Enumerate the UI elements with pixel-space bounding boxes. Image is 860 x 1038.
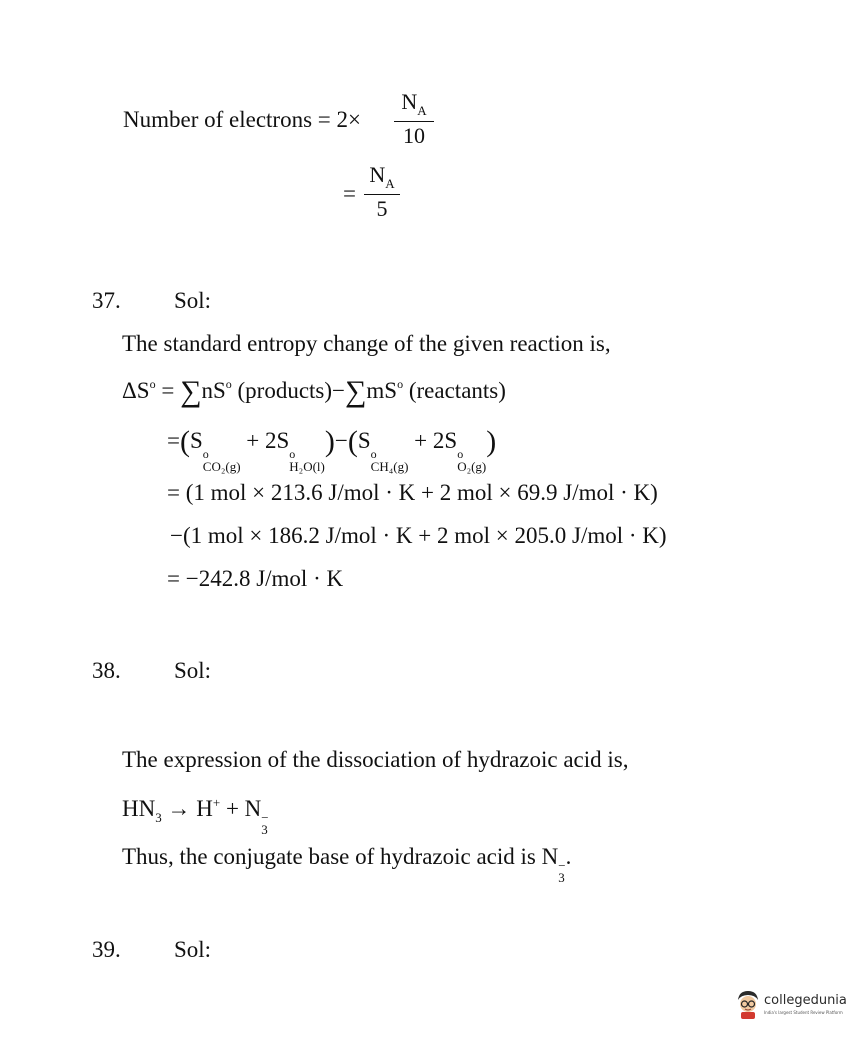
products-term: (products) [237, 378, 333, 403]
degree-sup: o [225, 377, 232, 391]
fraction-na-over-5 [364, 164, 400, 220]
frac-numerator: N [401, 89, 418, 114]
hn-formula: HN [122, 796, 156, 821]
sigma-symbol: ∑ [180, 375, 202, 408]
entropy-substitution-line: =(S o CO₂(g) + 2S o H₂O(l) )−(S o CH₄(g) + 2S o O₂(g) ) [167, 425, 497, 474]
sub-3: 3 [558, 869, 565, 885]
collegedunia-logo [735, 988, 847, 1020]
minus-sign: − [332, 378, 346, 403]
dissociation-equation [122, 796, 269, 835]
plus-charge: + [212, 795, 221, 810]
entropy-result: = −242.8 J/mol · K [167, 566, 344, 591]
brand-name: collegedunia [764, 992, 847, 1008]
frac-numerator: N [369, 162, 386, 187]
sub-3: 3 [155, 810, 162, 825]
plus-two-s: + 2S [246, 428, 290, 453]
entropy-values-line: = (1 mol × 213.6 J/mol · K + 2 mol × 69.9 J/mol · K) [167, 480, 658, 505]
minus-sign: − [334, 428, 348, 453]
co2-sub: CO₂(g) [202, 459, 241, 474]
delta-s: ΔS [122, 378, 150, 403]
o2-sub: O₂(g) [457, 459, 487, 474]
plus-two-s: + 2S [414, 428, 458, 453]
sol-label-38: Sol: [174, 658, 212, 683]
hydrazoic-intro: The expression of the dissociation of hydrazoic acid is, [122, 747, 629, 772]
mascot-icon [735, 988, 761, 1020]
degree-sup: o [370, 447, 377, 461]
minus-charge: − [261, 810, 269, 825]
entropy-values-line-2: −(1 mol × 186.2 J/mol · K + 2 mol × 205.0 J/mol · K) [170, 523, 667, 548]
entropy-formula-line [122, 377, 506, 407]
n-s-term: nS [201, 378, 226, 403]
equals-sign: = [343, 181, 356, 206]
h2o-sub: H₂O(l) [289, 459, 325, 474]
frac-denominator: 10 [403, 123, 425, 149]
ch4-sub: CH₄(g) [370, 459, 409, 474]
sol-label-37: Sol: [174, 288, 212, 313]
frac-numerator-sub: A [385, 176, 395, 191]
conjugate-base-sentence [122, 845, 571, 883]
electrons-equation-lhs: Number of electrons = 2× [123, 107, 361, 132]
fraction-na-over-10 [394, 91, 434, 147]
equals-sign: = [167, 428, 180, 453]
entropy-intro: The standard entropy change of the given reaction is, [122, 331, 611, 356]
degree-sup: o [289, 447, 296, 461]
brand-tagline: India's largest Student Review Platform [764, 1009, 843, 1015]
frac-numerator-sub: A [417, 103, 427, 118]
frac-denominator: 5 [376, 196, 388, 222]
question-number-38: 38. [92, 658, 121, 683]
equals-sign: = [161, 378, 175, 403]
degree-sup: o [149, 377, 156, 391]
sub-3: 3 [261, 821, 268, 837]
reactants-term: (reactants) [408, 378, 506, 403]
degree-sup: o [457, 447, 464, 461]
m-s-term: mS [366, 378, 398, 403]
minus-charge: − [558, 858, 566, 873]
s-symbol: S [357, 428, 371, 453]
sigma-symbol: ∑ [345, 375, 367, 408]
arrow-h: → H [167, 796, 213, 821]
s-symbol: S [189, 428, 203, 453]
conjugate-text: Thus, the conjugate base of hydrazoic acid is N [122, 844, 559, 869]
degree-sup: o [397, 377, 404, 391]
sol-label-39: Sol: [174, 937, 212, 962]
question-number-39: 39. [92, 937, 121, 962]
period: . [565, 844, 572, 869]
question-number-37: 37. [92, 288, 121, 313]
plus-n: + N [225, 796, 262, 821]
degree-sup: o [202, 447, 209, 461]
